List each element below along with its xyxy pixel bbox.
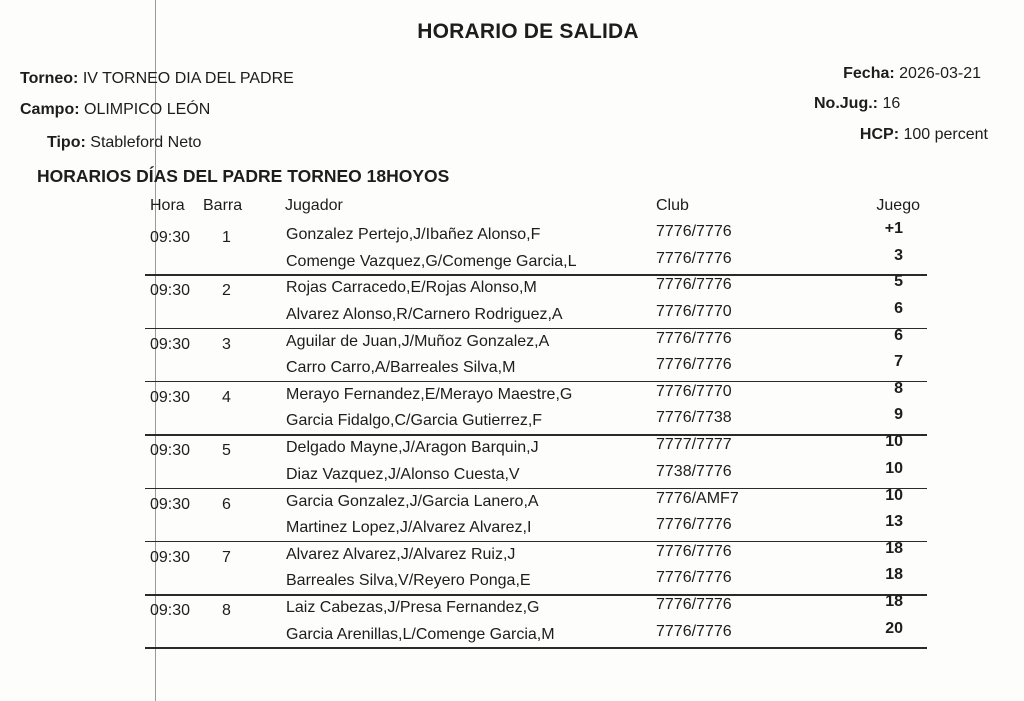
torneo-value: IV TORNEO DIA DEL PADRE [82, 70, 294, 87]
player-names: Delgado Mayne,J/Aragon Barquin,J [286, 439, 539, 457]
tee-barra: 7 [222, 548, 231, 566]
player-names: Diaz Vazquez,J/Alonso Cuesta,V [286, 465, 520, 483]
campo-value: OLIMPICO LEÓN [84, 101, 211, 118]
group-separator [145, 541, 927, 543]
juego-value: 7 [894, 353, 903, 371]
juego-value: 10 [885, 433, 903, 451]
campo-row [20, 101, 210, 119]
player-names: Alvarez Alvarez,J/Alvarez Ruiz,J [286, 545, 516, 563]
player-names: Martinez Lopez,J/Alvarez Alvarez,I [286, 519, 532, 536]
fecha-value: 2026-03-21 [899, 65, 981, 82]
club-codes: 7776/7770 [656, 382, 732, 400]
player-names: Rojas Carracedo,E/Rojas Alonso,M [286, 279, 537, 297]
hcp-row [860, 126, 988, 144]
player-names: Garcia Fidalgo,C/Garcia Gutierrez,F [286, 412, 543, 430]
player-names: Barreales Silva,V/Reyero Ponga,E [286, 572, 531, 590]
juego-value: +1 [884, 220, 903, 237]
group-separator [145, 274, 927, 276]
player-names: Alvarez Alonso,R/Carnero Rodriguez,A [286, 305, 563, 323]
club-codes: 7738/7776 [656, 462, 732, 480]
nojug-row [814, 95, 900, 113]
group-separator [145, 488, 927, 490]
nojug-label: No.Jug.: [814, 95, 878, 112]
tee-time: 09:30 [150, 495, 191, 513]
tipo-label: Tipo: [47, 134, 86, 151]
tee-time: 09:30 [150, 442, 191, 460]
juego-value: 18 [885, 539, 903, 557]
tee-time: 09:30 [150, 602, 191, 620]
hcp-label: HCP: [859, 126, 900, 143]
tee-barra: 1 [222, 229, 231, 246]
tipo-row [47, 134, 201, 152]
club-codes: 7776/7776 [656, 329, 732, 347]
col-hora: Hora [150, 197, 185, 214]
fecha-label: Fecha: [843, 65, 895, 82]
juego-value: 5 [894, 273, 903, 291]
col-club: Club [656, 197, 689, 214]
club-codes: 7776/7776 [656, 223, 732, 240]
group-separator [145, 647, 927, 649]
juego-value: 8 [894, 379, 903, 397]
club-codes: 7776/AMF7 [656, 489, 739, 507]
tee-barra: 4 [222, 388, 231, 406]
juego-value: 18 [885, 593, 903, 611]
juego-value: 13 [885, 513, 903, 530]
player-names: Comenge Vazquez,G/Comenge Garcia,L [286, 252, 577, 270]
tee-barra: 2 [222, 282, 231, 300]
tee-time: 09:30 [150, 388, 191, 406]
club-codes: 7776/7776 [656, 622, 732, 640]
juego-value: 20 [885, 619, 903, 637]
player-names: Merayo Fernandez,E/Merayo Maestre,G [286, 385, 573, 403]
juego-value: 9 [894, 406, 903, 424]
group-separator [145, 328, 927, 330]
tee-time: 09:30 [150, 335, 191, 353]
hcp-value: 100 percent [903, 126, 988, 143]
club-codes: 7776/7738 [656, 409, 732, 427]
group-separator [145, 594, 927, 596]
col-jugador: Jugador [285, 197, 343, 214]
tee-time: 09:30 [150, 282, 191, 300]
juego-value: 10 [885, 459, 903, 477]
tee-barra: 8 [222, 602, 231, 620]
col-juego: Juego [876, 197, 920, 214]
player-names: Carro Carro,A/Barreales Silva,M [286, 359, 516, 377]
juego-value: 3 [894, 246, 903, 264]
club-codes: 7776/7776 [656, 356, 732, 374]
fecha-row [843, 65, 981, 83]
club-codes: 7776/7776 [656, 542, 732, 560]
tee-time: 09:30 [150, 229, 191, 246]
club-codes: 7776/7776 [656, 516, 732, 533]
torneo-row [20, 70, 294, 88]
juego-value: 6 [894, 326, 903, 344]
group-separator [145, 434, 927, 436]
section-title: HORARIOS DÍAS DEL PADRE TORNEO 18HOYOS [37, 166, 450, 186]
player-names: Garcia Gonzalez,J/Garcia Lanero,A [286, 492, 539, 510]
tipo-value: Stableford Neto [90, 134, 202, 151]
juego-value: 18 [885, 566, 903, 584]
col-barra: Barra [203, 197, 243, 214]
tee-barra: 3 [222, 335, 231, 353]
player-names: Aguilar de Juan,J/Muñoz Gonzalez,A [286, 332, 550, 350]
juego-value: 10 [885, 486, 903, 504]
club-codes: 7776/7776 [656, 249, 732, 267]
juego-value: 6 [894, 299, 903, 317]
campo-label: Campo: [20, 101, 80, 118]
club-codes: 7776/7776 [656, 596, 732, 614]
nojug-value: 16 [882, 95, 901, 112]
club-codes: 7776/7770 [656, 302, 732, 320]
tee-time: 09:30 [150, 548, 191, 566]
page-title: HORARIO DE SALIDA [417, 20, 639, 43]
tee-barra: 6 [222, 495, 231, 513]
player-names: Garcia Arenillas,L/Comenge Garcia,M [286, 625, 555, 643]
torneo-label: Torneo: [20, 70, 79, 87]
club-codes: 7777/7777 [656, 436, 732, 454]
player-names: Gonzalez Pertejo,J/Ibañez Alonso,F [286, 226, 541, 243]
tee-barra: 5 [222, 442, 231, 460]
player-names: Laiz Cabezas,J/Presa Fernandez,G [286, 599, 540, 617]
group-separator [145, 381, 927, 383]
club-codes: 7776/7776 [656, 276, 732, 294]
club-codes: 7776/7776 [656, 569, 732, 587]
